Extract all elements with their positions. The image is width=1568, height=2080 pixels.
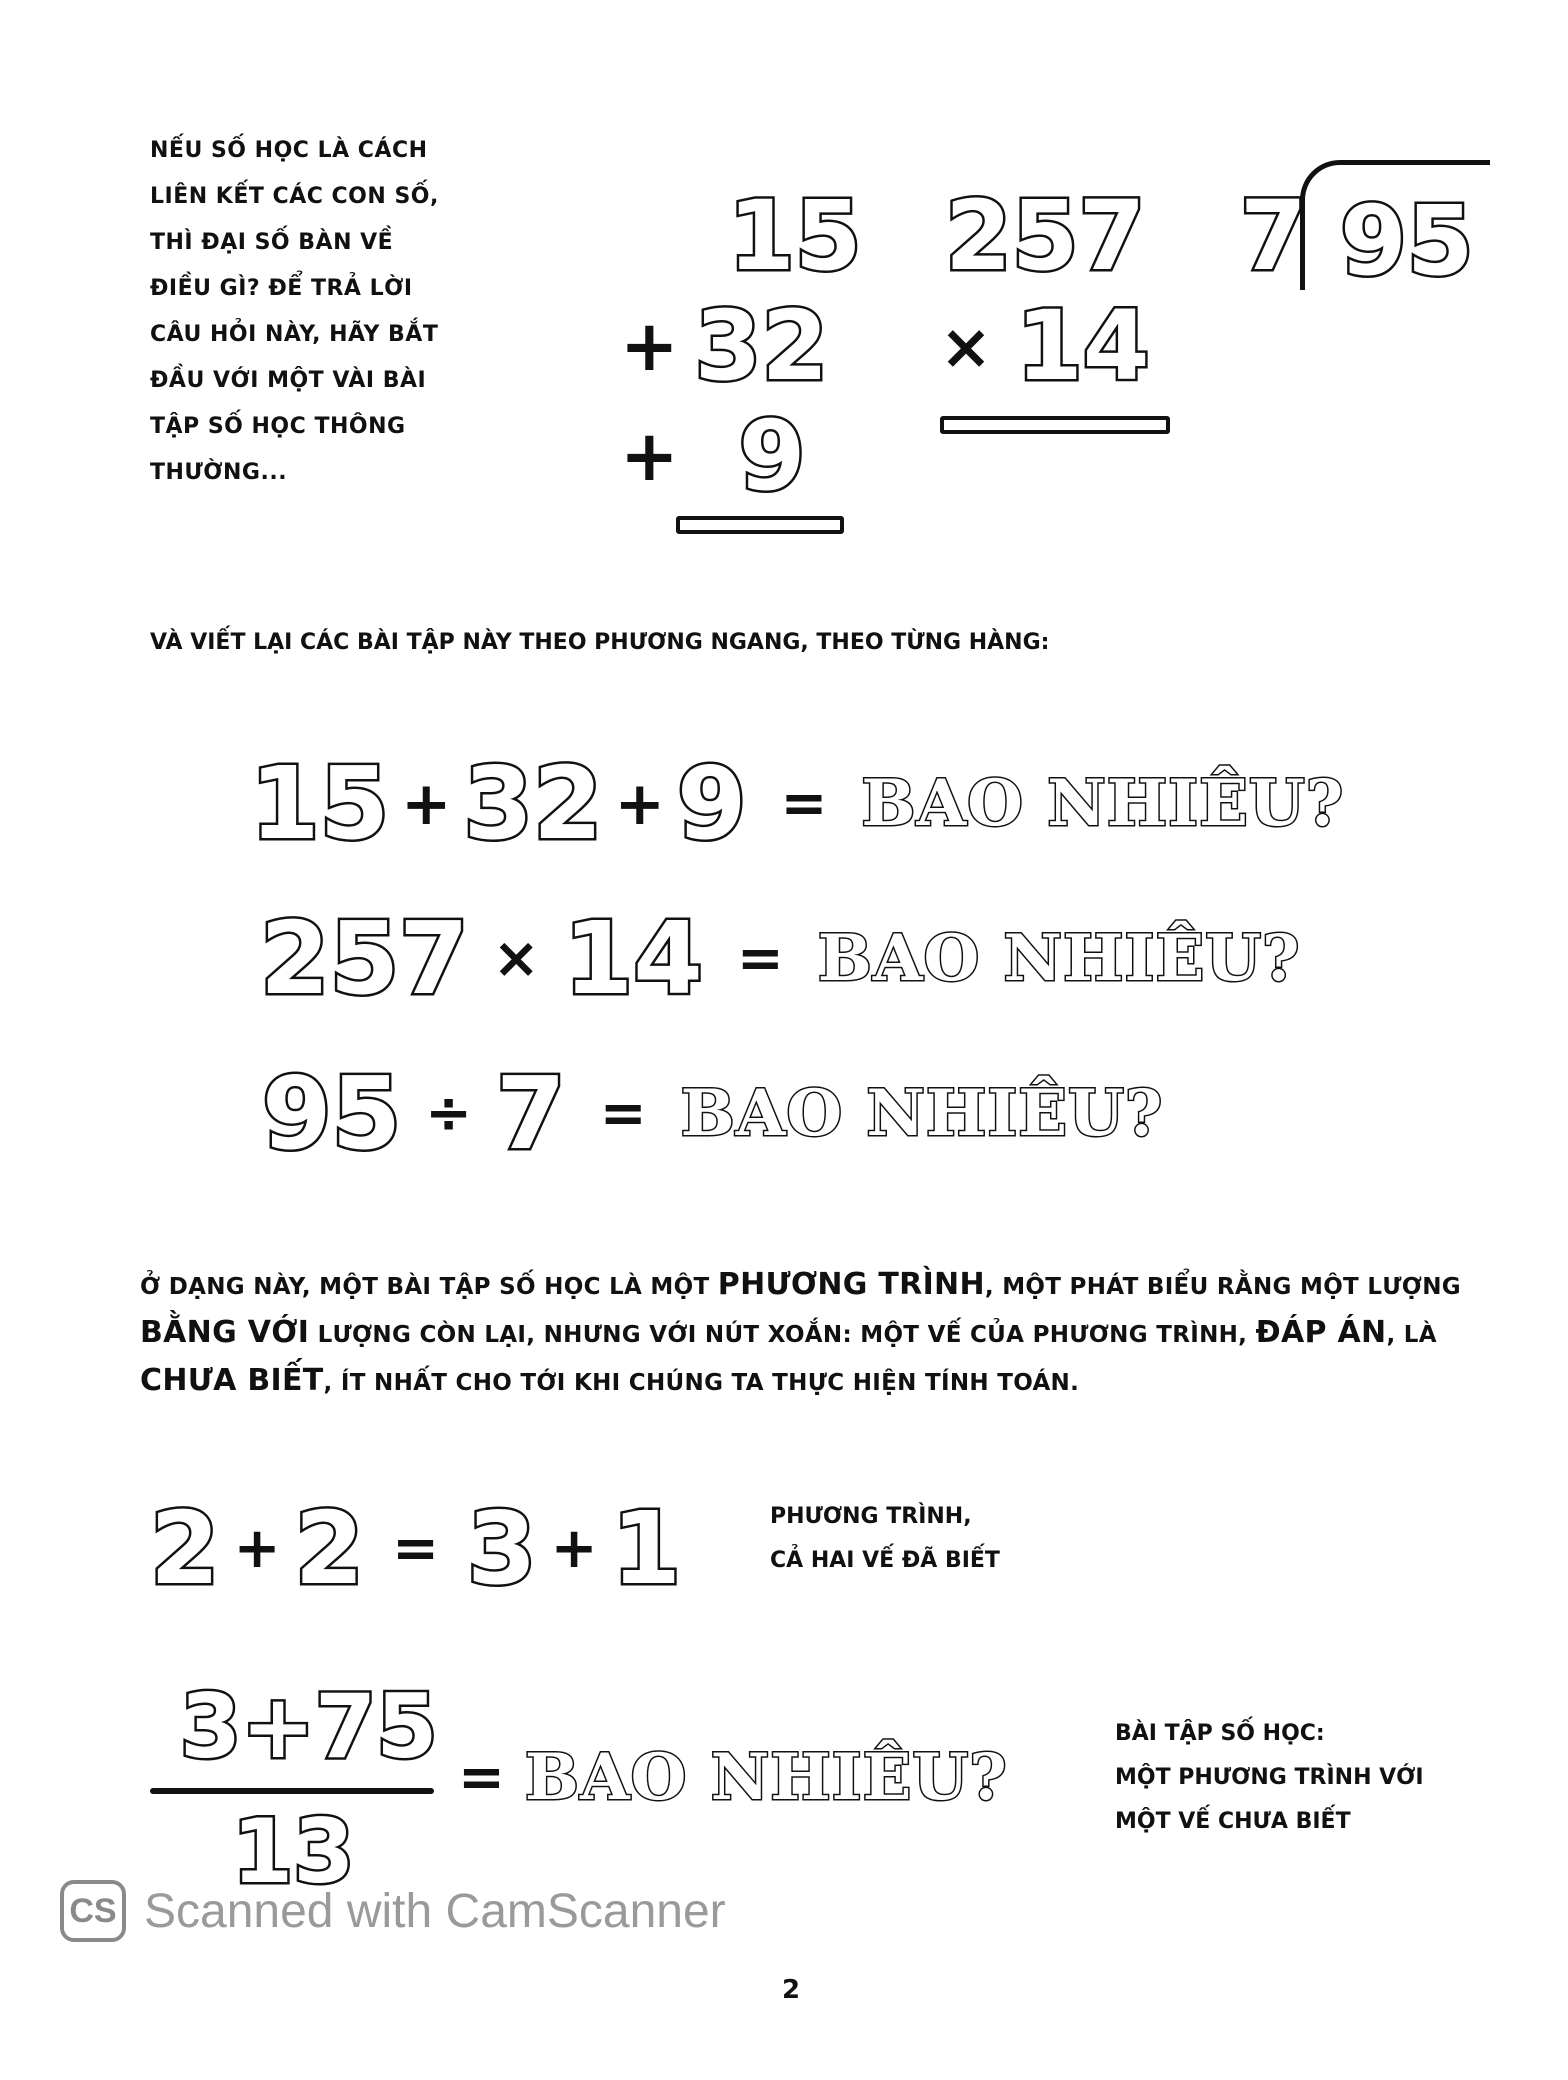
intro-line: LIÊN KẾT CÁC CON SỐ, [150, 184, 439, 209]
horizontal-equation-1 [250, 745, 1344, 862]
dividend-95: 95 [1340, 185, 1474, 297]
term: 2 [150, 1490, 220, 1607]
camscanner-logo: CS [60, 1880, 126, 1942]
plus-sign: + [620, 415, 679, 497]
known-equation [150, 1490, 681, 1607]
intro-line: ĐIỀU GÌ? ĐỂ TRẢ LỜI [150, 276, 413, 301]
intro-line: ĐẦU VỚI MỘT VÀI BÀI [150, 368, 427, 393]
sum-rule [676, 516, 844, 534]
page-number: 2 [782, 1975, 801, 2005]
intro-line: THƯỜNG... [150, 460, 288, 485]
factor-14: 14 [1015, 290, 1150, 402]
equals-sign: = [458, 1745, 505, 1810]
plus-sign: + [233, 1516, 281, 1581]
term: 3 [467, 1490, 537, 1607]
plus-sign: + [550, 1516, 598, 1581]
camscanner-text: Scanned with CamScanner [144, 1884, 726, 1938]
term: 2 [294, 1490, 365, 1607]
intro-paragraph [150, 128, 510, 496]
equals-sign: = [392, 1516, 440, 1581]
answer-unknown: BAO NHIÊU? [680, 1076, 1164, 1151]
answer-unknown: BAO NHIÊU? [817, 921, 1301, 996]
term: 14 [563, 900, 703, 1017]
horizontal-equation-2 [260, 900, 1301, 1017]
equals-sign: = [599, 1081, 647, 1146]
divisor-7: 7 [1240, 180, 1307, 292]
addend-15: 15 [728, 180, 862, 292]
answer-unknown: BAO NHIÊU? [524, 1740, 1008, 1815]
term: 32 [463, 745, 603, 862]
fraction-bar [150, 1788, 434, 1794]
term: 15 [250, 745, 390, 862]
keyword-equal: BẰNG VỚI [140, 1315, 310, 1350]
keyword-unknown: CHƯA BIẾT [140, 1363, 324, 1398]
intro-line: CÂU HỎI NÀY, HÃY BẮT [150, 322, 439, 347]
intro-line: NẾU SỐ HỌC LÀ CÁCH [150, 138, 428, 163]
addend-32: 32 [694, 290, 829, 402]
fraction-equation-note: BÀI TẬP SỐ HỌC: MỘT PHƯƠNG TRÌNH VỚI MỘT VẾ CHƯA BIẾT [1115, 1721, 1424, 1834]
intro-line: THÌ ĐẠI SỐ BÀN VỀ [150, 230, 394, 255]
addend-9: 9 [738, 400, 806, 512]
plus-sign: + [614, 768, 665, 839]
horizontal-equation-3 [262, 1055, 1163, 1172]
times-sign: × [940, 309, 992, 383]
fraction-numerator: 3+75 [180, 1675, 438, 1778]
intro-line: TẬP SỐ HỌC THÔNG [150, 414, 406, 439]
rewrite-text: VÀ VIẾT LẠI CÁC BÀI TẬP NÀY THEO PHƯƠNG NGANG, THEO TỪNG HÀNG: [150, 630, 1050, 655]
equals-sign: = [780, 771, 828, 836]
times-sign: × [492, 926, 540, 991]
keyword-equation: PHƯƠNG TRÌNH [717, 1267, 985, 1302]
equals-sign: = [736, 926, 784, 991]
keyword-answer: ĐÁP ÁN [1255, 1315, 1387, 1350]
term: 9 [676, 745, 747, 862]
known-equation-note: PHƯƠNG TRÌNH, CẢ HAI VẾ ĐÃ BIẾT [770, 1504, 1000, 1573]
explanation-paragraph: Ở DẠNG NÀY, MỘT BÀI TẬP SỐ HỌC LÀ MỘT PHƯƠNG TRÌNH, MỘT PHÁT BIỂU RẰNG MỘT LƯỢNG BẰNG VỚI LƯỢNG CÒN LẠI, NHƯNG VỚI NÚT XOẮN: MỘT VẾ CỦA PHƯƠNG TRÌNH, ĐÁP ÁN, LÀ CHƯA BIẾT, ÍT NHẤT CHO TỚI KHI CHÚNG TA THỰC HIỆN TÍNH TOÁN. [140, 1267, 1461, 1398]
plus-sign: + [620, 305, 679, 387]
term: 95 [262, 1055, 402, 1172]
plus-sign: + [401, 768, 452, 839]
camscanner-watermark [60, 1880, 726, 1942]
divide-sign: ÷ [425, 1081, 473, 1146]
factor-257: 257 [945, 180, 1146, 292]
term: 1 [611, 1490, 682, 1607]
answer-unknown: BAO NHIÊU? [861, 766, 1345, 841]
term: 7 [496, 1055, 566, 1172]
fraction-denominator: 13 [232, 1800, 355, 1903]
product-rule [940, 416, 1170, 434]
term: 257 [260, 900, 469, 1017]
